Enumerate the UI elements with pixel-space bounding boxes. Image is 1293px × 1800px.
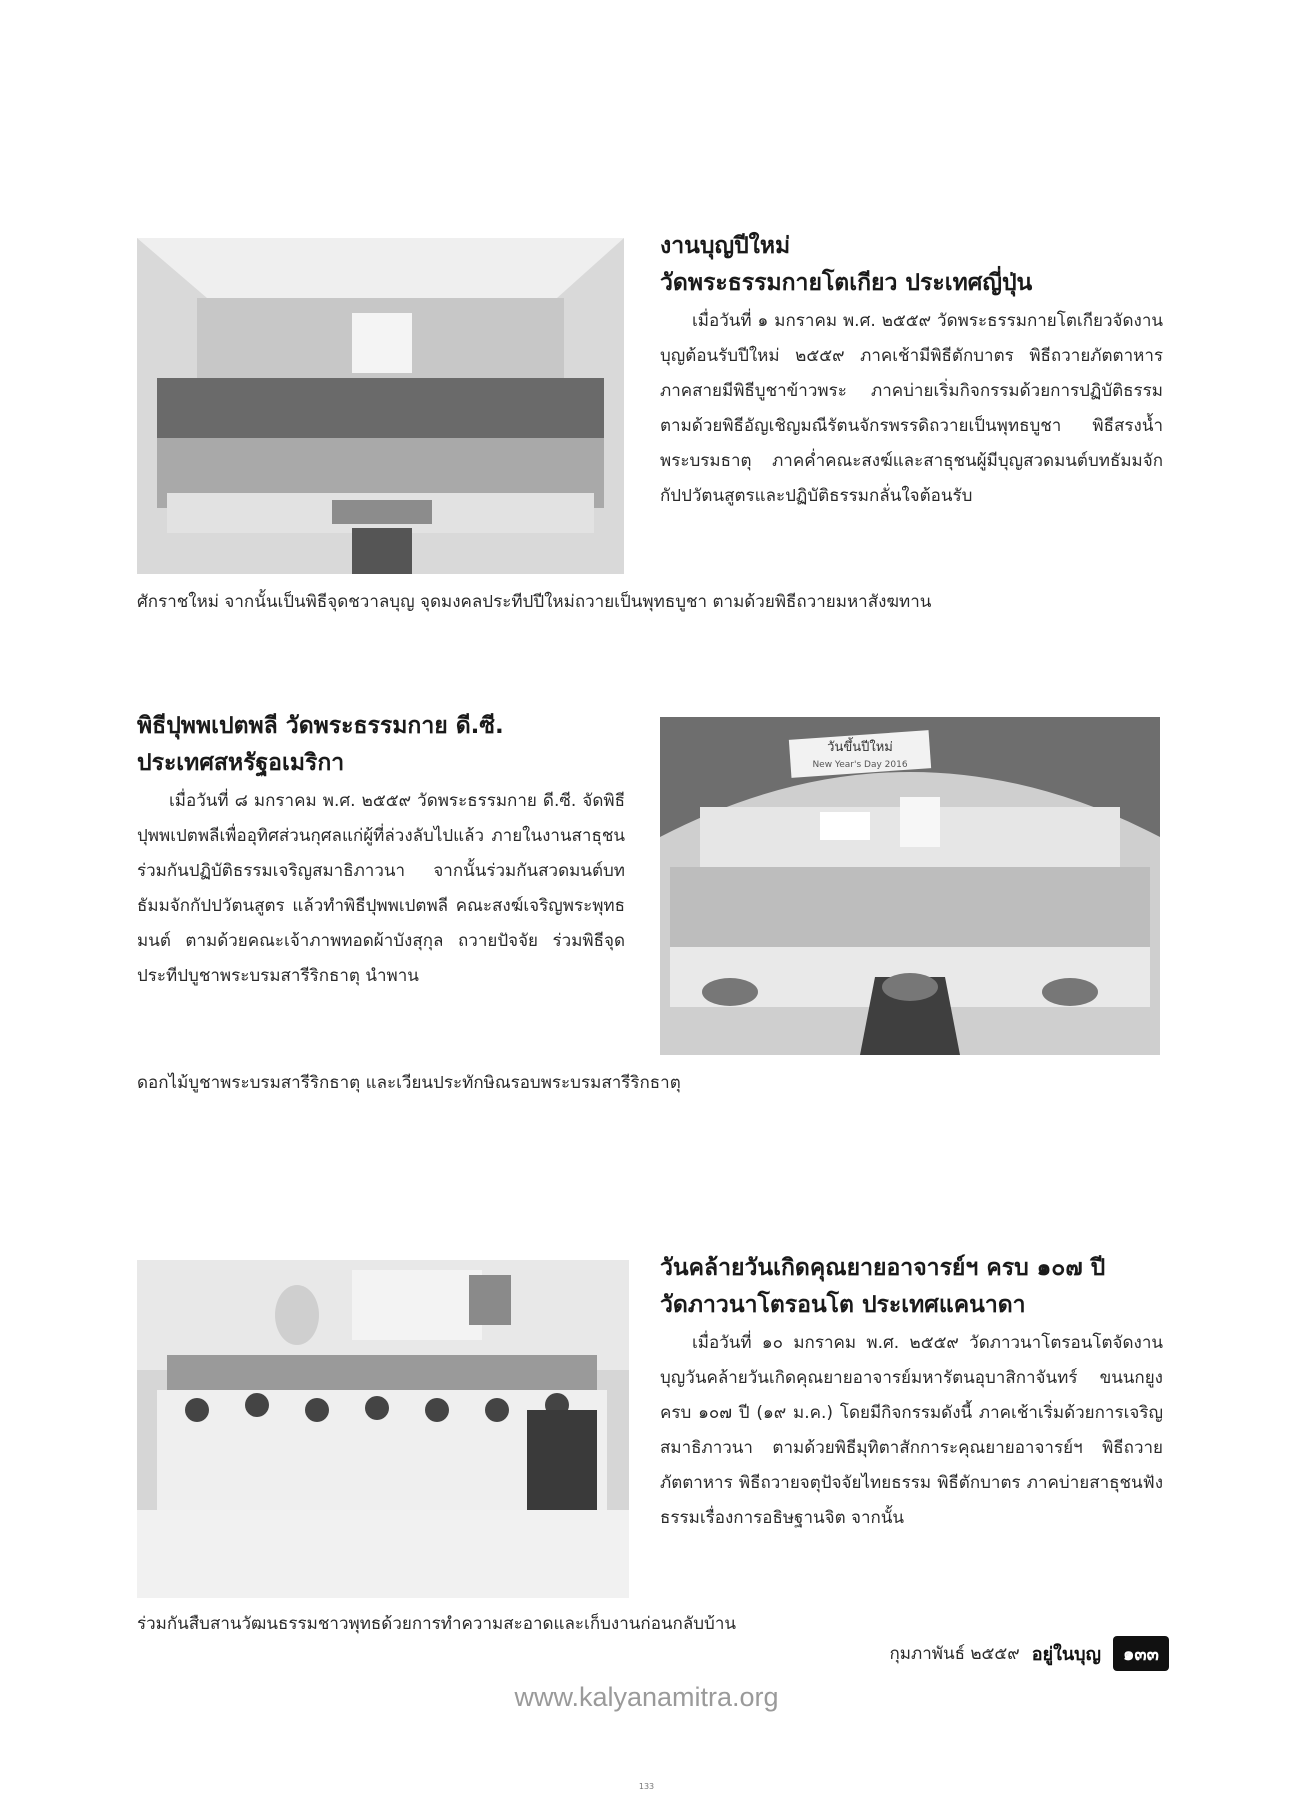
photo-tokyo-new-year: [137, 238, 624, 574]
photo-dc-ceremony: [660, 717, 1160, 1055]
article-tail: ศักราชใหม่ จากนั้นเป็นพิธีจุดชวาลบุญ จุดมงคลประทีปปีใหม่ถวายเป็นพุทธบูชา ตามด้วยพิธีถวายมหาสังฆทาน: [137, 592, 932, 612]
article-tail: ร่วมกันสืบสานวัฒนธรรมชาวพุทธด้วยการทำความสะอาดและเก็บงานก่อนกลับบ้าน: [137, 1614, 736, 1634]
article-toronto: [660, 1250, 1163, 1536]
magazine-name: อยู่ในบุญ: [1031, 1644, 1101, 1665]
article-body: เมื่อวันที่ ๑๐ มกราคม พ.ศ. ๒๕๕๙ วัดภาวนาโตรอนโตจัดงานบุญวันคล้ายวันเกิดคุณยายอาจารย์มหารัตนอุบาสิกาจันทร์ ขนนกยูง ครบ ๑๐๗ ปี (๑๙ ม.ค.) โดยมีกิจกรรมดังนี้ ภาคเช้าเริ่มด้วยการเจริญสมาธิภาวนา ตามด้วยพิธีมุทิตาสักการะคุณยายอาจารย์ฯ พิธีถวายภัตตาหาร พิธีถวายจตุปัจจัยไทยธรรม พิธีตักบาตร ภาคบ่ายสาธุชนฟังธรรมเรื่องการอธิษฐานจิต จากนั้น: [660, 1333, 1163, 1528]
article-body: เมื่อวันที่ ๘ มกราคม พ.ศ. ๒๕๕๙ วัดพระธรรมกาย ดี.ซี. จัดพิธีปุพพเปตพลีเพื่ออุทิศส่วนกุศลแก่ผู้ที่ล่วงลับไปแล้ว ภายในงานสาธุชนร่วมกันปฏิบัติธรรมเจริญสมาธิภาวนา จากนั้นร่วมกันสวดมนต์บทธัมมจักกัปปวัตนสูตร แล้วทำพิธีปุพพเปตพลี คณะสงฆ์เจริญพระพุทธมนต์ ตามด้วยคณะเจ้าภาพทอดผ้าบังสุกุล ถวายปัจจัย ร่วมพิธีจุดประทีปบูชาพระบรมสารีริกธาตุ นำพาน: [137, 791, 625, 986]
article-dc: [137, 708, 625, 994]
issue-date: กุมภาพันธ์ ๒๕๕๙: [889, 1644, 1020, 1664]
title-line: งานบุญปีใหม่: [660, 233, 791, 259]
title-line: พิธีปุพพเปตพลี วัดพระธรรมกาย ดี.ซี.: [137, 713, 504, 739]
article-tokyo: [660, 228, 1163, 514]
article-title: [660, 228, 1163, 302]
article-tail: ดอกไม้บูชาพระบรมสารีริกธาตุ และเวียนประทักษิณรอบพระบรมสารีริกธาตุ: [137, 1073, 681, 1093]
photo-toronto-birthday: [137, 1260, 629, 1598]
page-footer: [889, 1636, 1169, 1671]
title-line: ประเทศสหรัฐอเมริกา: [137, 750, 345, 776]
title-line: วันคล้ายวันเกิดคุณยายอาจารย์ฯ ครบ ๑๐๗ ปี: [660, 1255, 1106, 1281]
article-title: [137, 708, 625, 782]
banner-text: วันขึ้นปีใหม่: [827, 740, 893, 755]
banner-subtext: New Year's Day 2016: [812, 760, 908, 770]
page-number-badge: ๑๓๓: [1113, 1636, 1169, 1671]
scan-page-number: 133: [638, 1782, 655, 1791]
website-watermark: www.kalyanamitra.org: [514, 1682, 779, 1712]
article-title: [660, 1250, 1163, 1324]
article-body: เมื่อวันที่ ๑ มกราคม พ.ศ. ๒๕๕๙ วัดพระธรรมกายโตเกียวจัดงานบุญต้อนรับปีใหม่ ๒๕๕๙ ภาคเช้ามีพิธีตักบาตร พิธีถวายภัตตาหาร ภาคสายมีพิธีบูชาข้าวพระ ภาคบ่ายเริ่มกิจกรรมด้วยการปฏิบัติธรรม ตามด้วยพิธีอัญเชิญมณีรัตนจักรพรรดิถวายเป็นพุทธบูชา พิธีสรงน้ำพระบรมธาตุ ภาคค่ำคณะสงฆ์และสาธุชนผู้มีบุญสวดมนต์บทธัมมจักกัปปวัตนสูตรและปฏิบัติธรรมกลั่นใจต้อนรับ: [660, 311, 1163, 506]
title-line: วัดภาวนาโตรอนโต ประเทศแคนาดา: [660, 1292, 1026, 1318]
title-line: วัดพระธรรมกายโตเกียว ประเทศญี่ปุ่น: [660, 270, 1033, 296]
